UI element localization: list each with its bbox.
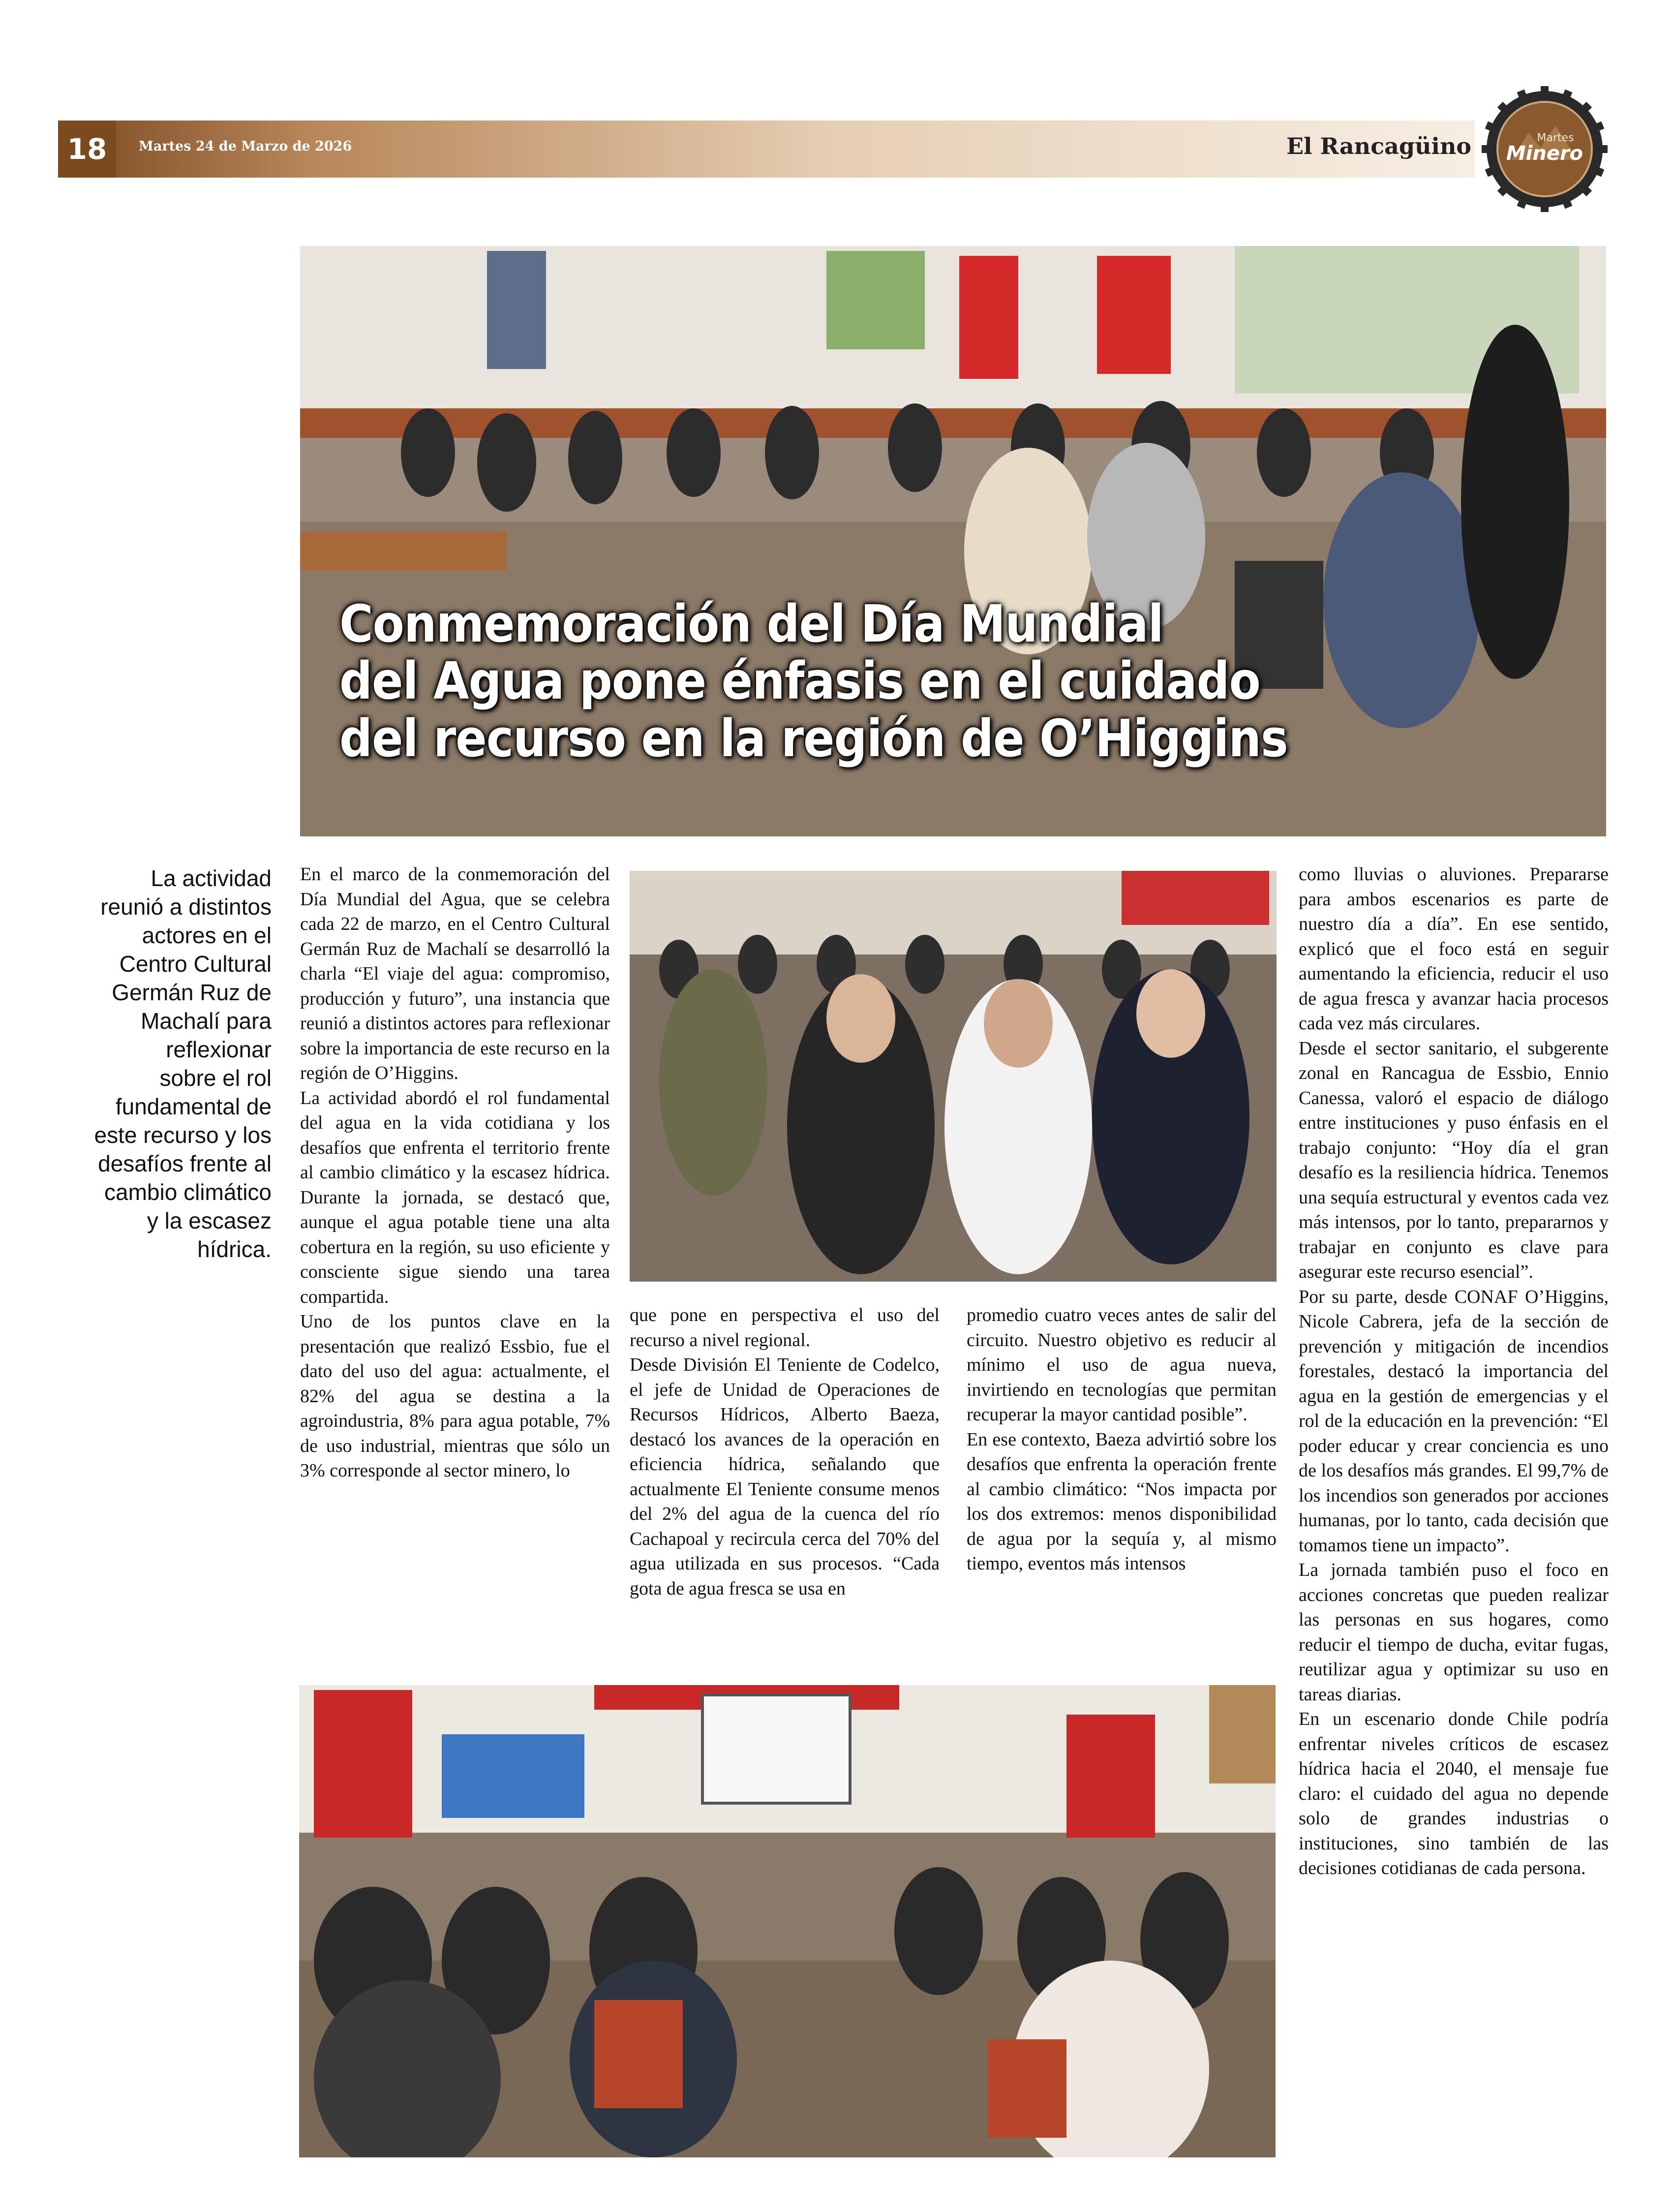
lead-line: y la escasez [147, 1208, 272, 1233]
paragraph: En ese contexto, Baeza advirtió sobre los desafíos que enfrenta la operación frente al cambio climático: “Nos impacta por los dos extremos: menos disponibilidad de agua por la sequía y, al mismo tiempo, eventos más intensos [967, 1429, 1277, 1574]
lead-line: reflexionar [166, 1037, 272, 1062]
page-number: 18 [58, 121, 116, 178]
paragraph: En un escenario donde Chile podría enfrentar niveles críticos de escasez hídrica hacia el 2040, el mensaje fue claro: el cuidado del agua no depende solo de grandes industrias o instituciones, sino también de las decisiones cotidianas de cada persona. [1299, 1709, 1609, 1878]
headline-line-2: del Agua pone énfasis en el cuidado [339, 651, 1260, 711]
paragraph: Desde División El Teniente de Codelco, el jefe de Unidad de Operaciones de Recursos Hídricos, Alberto Baeza, destacó los avances de la operación en eficiencia hídrica, señalando que actualmente El Teniente consume menos del 2% del agua de la cuenca del río Cachapoal y recircula cerca del 70% del agua utilizada en sus procesos. “Cada gota de agua fresca se usa en [630, 1354, 940, 1599]
svg-text:Martes: Martes [1537, 132, 1574, 144]
paragraph: promedio cuatro veces antes de salir del circuito. Nuestro objetivo es reducir al mínimo el uso de agua nueva, invirtiendo en tecnologías que permitan recuperar la mayor cantidad posible”. [967, 1305, 1277, 1425]
paragraph: Por su parte, desde CONAF O’Higgins, Nicole Cabrera, jefa de la sección de prevención y mitigación de incendios forestales, destacó la importancia del agua en la gestión de emergencias y el rol de la educación en la prevención: “El poder educar y crear conciencia es uno de los desafíos más grandes. El 99,7% de los incendios son generados por acciones humanas, por lo tanto, cada decisión que tomamos tiene un impacto”. [1299, 1286, 1609, 1556]
lead-line: Centro Cultural [119, 951, 272, 977]
audience-photo [630, 871, 1277, 1282]
paragraph: Desde el sector sanitario, el subgerente zonal en Rancagua de Essbio, Ennio Canessa, valoró el espacio de diálogo entre instituciones y puso énfasis en el trabajo conjunto: “Hoy día el gran desafío es la resiliencia hídrica. Tenemos una sequía estructural y eventos cada vez más intensos, por lo tanto, prepararnos y trabajar en conjunto es clave para asegurar este recurso esencial”. [1299, 1038, 1609, 1282]
paragraph: La jornada también puso el foco en acciones concretas que pueden realizar las personas en sus hogares, como reducir el tiempo de ducha, evitar fugas, reutilizar agua y optimizar su uso en tareas diarias. [1299, 1560, 1609, 1705]
lead-line: desafíos frente al [98, 1151, 272, 1176]
svg-text:Minero: Minero [1506, 142, 1583, 165]
lead-line: este recurso y los [94, 1122, 272, 1148]
headline-line-3: del recurso en la región de O’Higgins [339, 708, 1288, 768]
lead-line: hídrica. [197, 1236, 272, 1262]
minero-logo [1482, 86, 1608, 212]
article-column-2 [630, 1303, 940, 1601]
lead-line: fundamental de [115, 1094, 272, 1119]
issue-date: Martes 24 de Marzo de 2026 [139, 139, 352, 154]
auditorium-photo [299, 1685, 1276, 2157]
lead-line: Germán Ruz de [112, 980, 272, 1005]
lead-line: actores en el [142, 922, 272, 948]
article-column-3 [967, 1303, 1277, 1576]
lead-line: sobre el rol [159, 1065, 272, 1091]
article-column-4 [1299, 862, 1609, 1881]
article-column-1 [300, 862, 610, 1483]
lead-line: Machalí para [141, 1008, 272, 1034]
paragraph: Uno de los puntos clave en la presentación que realizó Essbio, fue el dato del uso del agua: actualmente, el 82% del agua se destina a la agroindustria, 8% para agua potable, 7% de uso industrial, mientras que sólo un 3% corresponde al sector minero, lo [300, 1311, 610, 1481]
newspaper-name: El Rancagüino [1286, 133, 1472, 159]
paragraph: como lluvias o aluviones. Prepararse para ambos escenarios es parte de nuestro día a día”. En ese sentido, explicó que el foco está en seguir aumentando la eficiencia, reducir el uso de agua fresca y avanzar hacia procesos cada vez más circulares. [1299, 864, 1609, 1034]
paragraph: que pone en perspectiva el uso del recurso a nivel regional. [630, 1305, 940, 1351]
paragraph: La actividad abordó el rol fundamental del agua en la vida cotidiana y los desafíos que enfrenta el territorio frente al cambio climático y la escasez hídrica. Durante la jornada, se destacó que, aunque el agua potable tiene una alta cobertura en la región, su uso eficiente y consciente sigue siendo una tarea compartida. [300, 1087, 610, 1307]
lead-line: reunió a distintos [100, 894, 272, 920]
article-headline [339, 595, 1422, 767]
headline-line-1: Conmemoración del Día Mundial [339, 594, 1163, 654]
lead-line: cambio climático [104, 1179, 272, 1205]
lead-line: La actividad [151, 865, 272, 891]
article-lead [59, 864, 272, 1263]
paragraph: En el marco de la conmemoración del Día Mundial del Agua, que se celebra cada 22 de marzo, en el Centro Cultural Germán Ruz de Machalí se desarrolló la charla “El viaje del agua: compromiso, producción y futuro”, una instancia que reunió a distintos actores para reflexionar sobre la importancia de este recurso en la región de O’Higgins. [300, 864, 610, 1083]
